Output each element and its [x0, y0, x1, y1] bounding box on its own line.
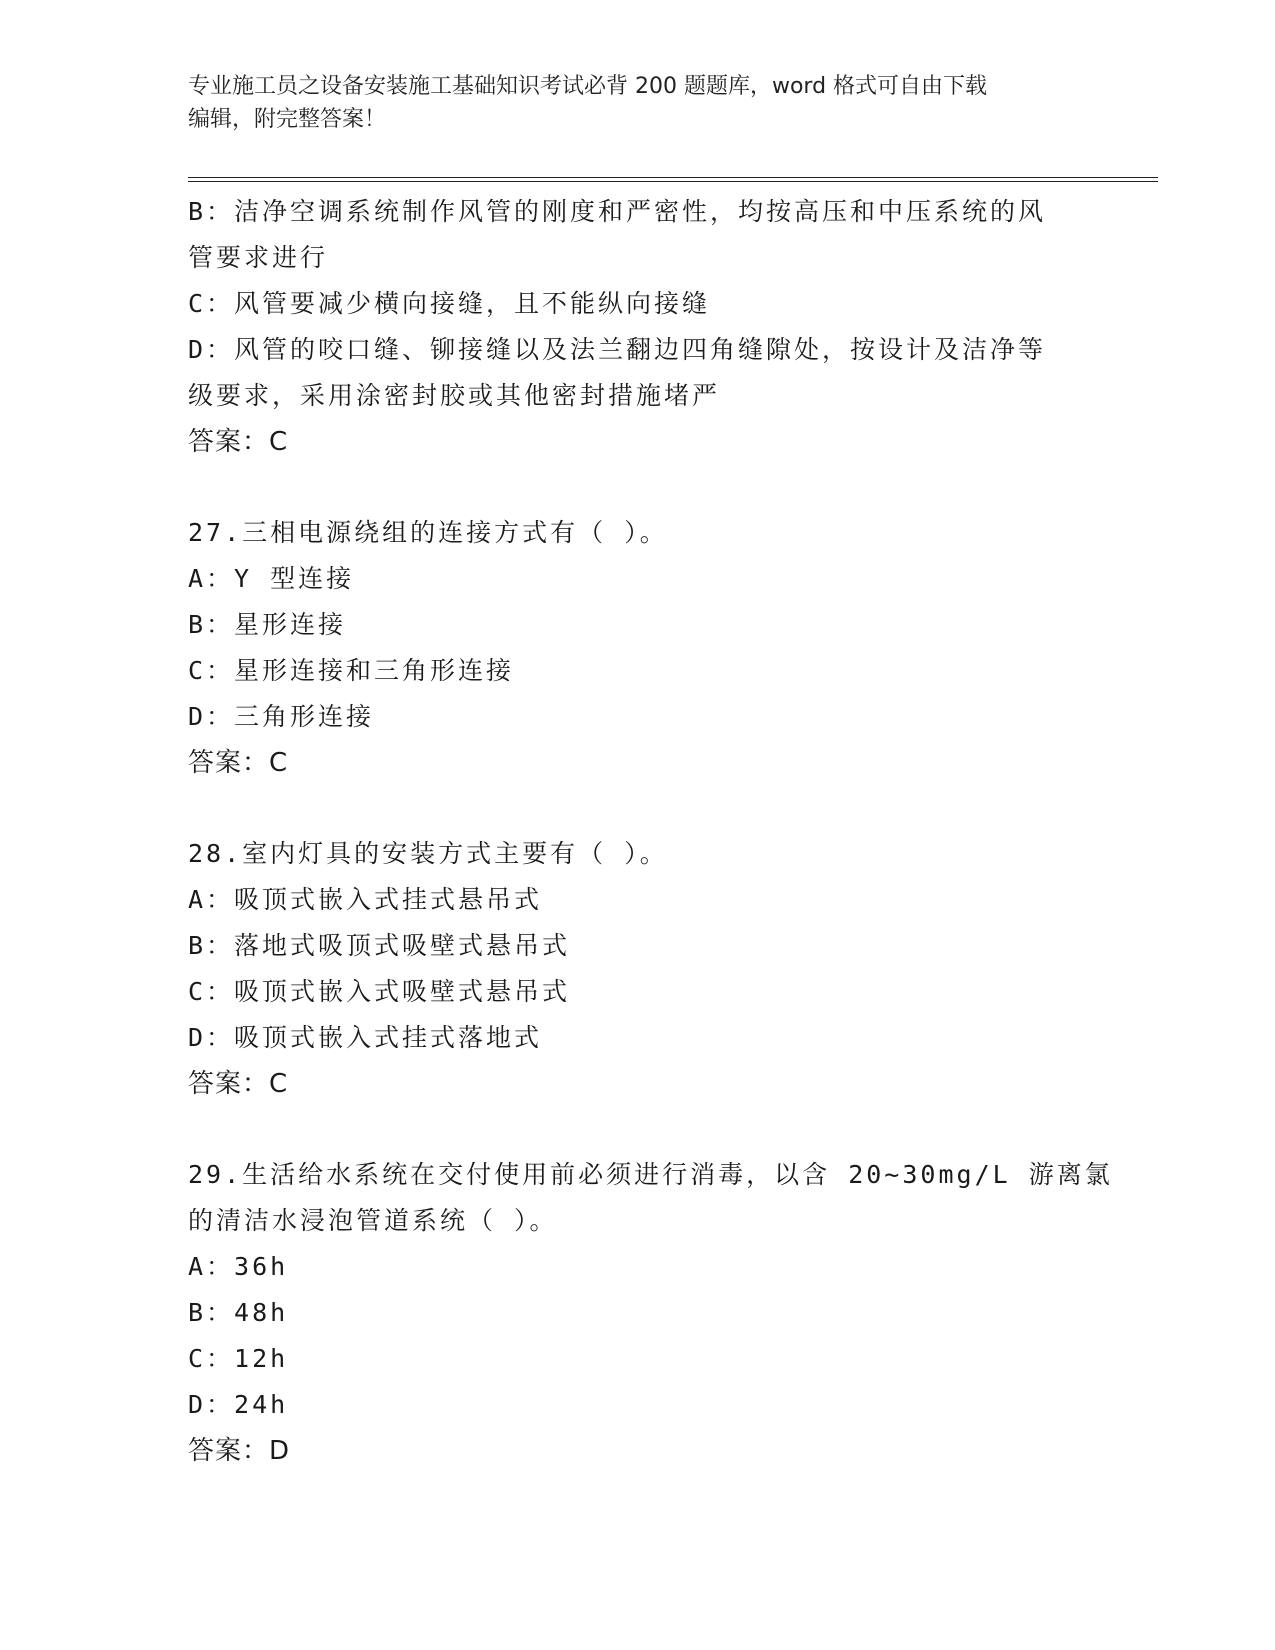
question-stem-continued: 的清洁水浸泡管道系统（ ）。	[188, 1206, 558, 1235]
document-body	[188, 189, 1113, 1474]
spacer	[188, 465, 1088, 510]
header-divider	[188, 177, 1158, 182]
option-c: C：12h	[188, 1344, 289, 1373]
question-26-tail	[188, 189, 1088, 465]
question-29	[188, 1152, 1113, 1474]
option-d: D：24h	[188, 1390, 289, 1419]
option-c: C：风管要减少横向接缝，且不能纵向接缝	[188, 289, 711, 318]
option-c: C：星形连接和三角形连接	[188, 656, 515, 685]
question-stem: 28.室内灯具的安装方式主要有（ ）。	[188, 839, 668, 868]
option-b: B：落地式吸顶式吸壁式悬吊式	[188, 931, 571, 960]
question-28	[188, 831, 1088, 1107]
option-a: A：吸顶式嵌入式挂式悬吊式	[188, 885, 543, 914]
answer: 答案：C	[188, 1069, 289, 1099]
option-b-continued: 管要求进行	[188, 243, 329, 272]
spacer	[188, 786, 1088, 831]
option-c: C：吸顶式嵌入式吸壁式悬吊式	[188, 977, 571, 1006]
document-header	[188, 70, 1088, 136]
question-27	[188, 510, 1088, 786]
option-d: D：三角形连接	[188, 702, 375, 731]
spacer	[188, 1107, 1088, 1152]
header-line-1: 专业施工员之设备安装施工基础知识考试必背 200 题题库，word 格式可自由下载	[188, 74, 988, 99]
option-b: B：48h	[188, 1298, 289, 1327]
option-d: D：风管的咬口缝、铆接缝以及法兰翻边四角缝隙处，按设计及洁净等	[188, 335, 1047, 364]
option-a: A：36h	[188, 1252, 289, 1281]
answer: 答案：C	[188, 427, 289, 457]
option-d-continued: 级要求，采用涂密封胶或其他密封措施堵严	[188, 381, 721, 410]
answer: 答案：D	[188, 1436, 291, 1466]
option-b: B：星形连接	[188, 610, 347, 639]
answer: 答案：C	[188, 748, 289, 778]
question-stem: 29.生活给水系统在交付使用前必须进行消毒，以含 20~30mg/L 游离氯	[188, 1160, 1113, 1189]
question-stem: 27.三相电源绕组的连接方式有（ ）。	[188, 518, 668, 547]
header-line-2: 编辑，附完整答案！	[188, 107, 387, 132]
option-b: B：洁净空调系统制作风管的刚度和严密性，均按高压和中压系统的风	[188, 197, 1047, 226]
option-a: A：Y 型连接	[188, 564, 355, 593]
option-d: D：吸顶式嵌入式挂式落地式	[188, 1023, 543, 1052]
